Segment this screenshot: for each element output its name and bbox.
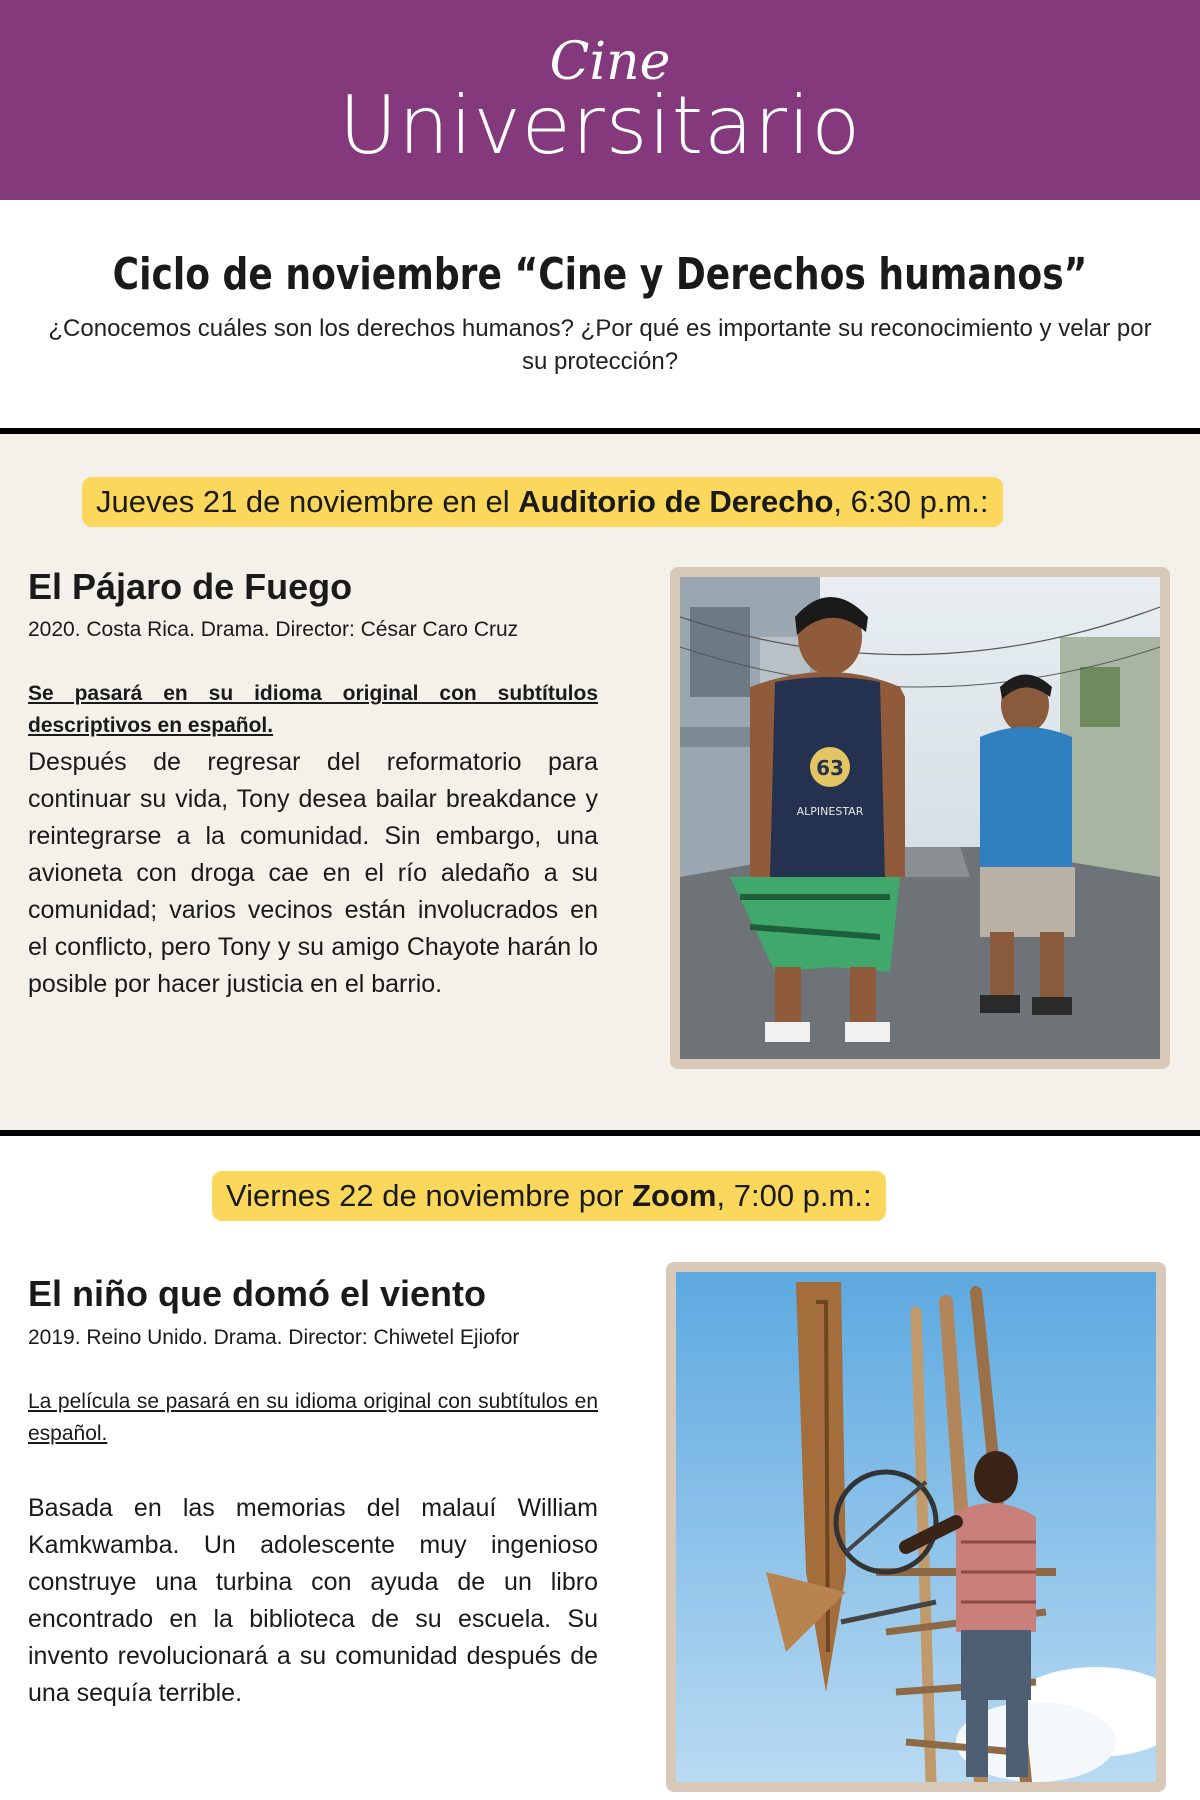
film-2-still-illustration <box>676 1272 1156 1782</box>
film-1-title: El Pájaro de Fuego <box>28 566 353 607</box>
film-2-description: Basada en las memorias del malauí William Kamkwamba. Un adolescente muy ingenioso construye una turbina con ayuda de un libro encontrado en la biblioteca de su escuela. Su invento revolucionará a su comunidad después de una sequía terrible. <box>28 1494 598 1707</box>
film-2-title: El niño que domó el viento <box>28 1273 487 1314</box>
film-1-description: Después de regresar del reformatorio para continuar su vida, Tony desea bailar breakdance y reintegrarse a la comunidad. Sin embargo, una avioneta con droga cae en el río aledaño a su comunidad; varios vecinos están involucrados en el conflicto, pero Tony y su amigo Chayote harán lo posible por hacer justicia en el barrio. <box>28 748 598 998</box>
film-1-notice: Se pasará en su idioma original con subtítulos descriptivos en español. <box>28 682 598 737</box>
film-2-meta: 2019. Reino Unido. Drama. Director: Chiwetel Ejiofor <box>28 1326 520 1349</box>
screening-2-date-prefix: Viernes 22 de noviembre por <box>226 1178 633 1213</box>
cycle-subtitle: ¿Conocemos cuáles son los derechos humanos? ¿Por qué es importante su reconocimiento y velar por su protección? <box>48 315 1152 375</box>
film-1-still-illustration <box>680 577 1160 1059</box>
screening-2-time: , 7:00 p.m.: <box>716 1178 872 1213</box>
cycle-title: Ciclo de noviembre “Cine y Derechos humanos” <box>112 249 1088 300</box>
screening-2-date-pill <box>212 1171 886 1221</box>
screening-1-date-pill <box>82 477 1003 527</box>
logo-universitario-text: Universitario <box>338 79 862 172</box>
jersey-text: ALPINESTAR <box>796 805 864 818</box>
intro-section <box>0 248 1200 378</box>
film-1-meta: 2020. Costa Rica. Drama. Director: César Caro Cruz <box>28 618 519 641</box>
film-1-still-photo <box>670 567 1170 1069</box>
screening-2-venue: Zoom <box>632 1178 717 1213</box>
film-2-notice: La película se pasará en su idioma original con subtítulos en español. <box>28 1390 598 1445</box>
screening-1-time: , 6:30 p.m.: <box>833 484 989 519</box>
film-2-still-photo <box>666 1262 1166 1792</box>
jersey-number: 63 <box>816 756 844 780</box>
screening-1-venue: Auditorio de Derecho <box>518 484 834 519</box>
screening-1-date-prefix: Jueves 21 de noviembre en el <box>96 484 519 519</box>
logo-cine-text: Cine <box>549 32 671 92</box>
header-banner <box>0 0 1200 200</box>
